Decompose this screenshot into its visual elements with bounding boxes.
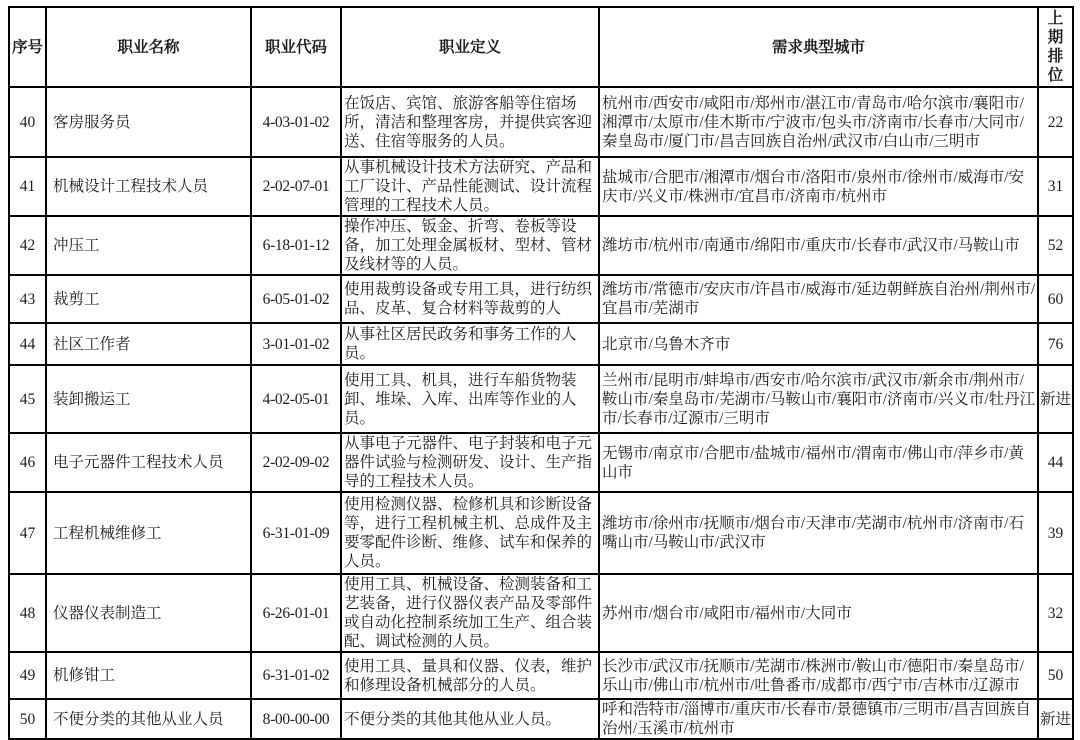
header-col-rank: 上期排位 bbox=[1038, 7, 1073, 87]
demand-cities-cell: 兰州市/昆明市/蚌埠市/西安市/哈尔滨市/武汉市/新余市/荆州市/鞍山市/秦皇岛市/芜湖市/马鞍山市/襄阳市/济南市/兴义市/牡丹江市/长春市/辽源市/三明市 bbox=[599, 365, 1038, 433]
previous-rank-cell: 31 bbox=[1038, 157, 1073, 216]
occupation-name-cell: 仪器仪表制造工 bbox=[46, 574, 251, 652]
occupation-no-cell: 46 bbox=[9, 433, 46, 492]
occupation-name-cell: 机械设计工程技术人员 bbox=[46, 157, 251, 216]
occupation-definition-cell: 从事电子元器件、电子封装和电子元器件试验与检测研发、设计、生产指导的工程技术人员。 bbox=[341, 433, 599, 492]
occupation-code-cell: 6-26-01-01 bbox=[251, 574, 341, 652]
occupation-code-cell: 6-31-01-02 bbox=[251, 652, 341, 699]
occupation-code-cell: 2-02-09-02 bbox=[251, 433, 341, 492]
header-col-cities: 需求典型城市 bbox=[599, 7, 1038, 87]
occupation-code-cell: 2-02-07-01 bbox=[251, 157, 341, 216]
occupation-name-cell: 装卸搬运工 bbox=[46, 365, 251, 433]
occupation-no-cell: 49 bbox=[9, 652, 46, 699]
demand-cities-cell: 潍坊市/杭州市/南通市/绵阳市/重庆市/长春市/武汉市/马鞍山市 bbox=[599, 216, 1038, 275]
occupation-name-cell: 冲压工 bbox=[46, 216, 251, 275]
occupation-name-cell: 社区工作者 bbox=[46, 323, 251, 365]
occupation-no-cell: 50 bbox=[9, 699, 46, 739]
occupation-ranking-table bbox=[8, 6, 1074, 740]
header-col-no: 序号 bbox=[9, 7, 46, 87]
previous-rank-cell: 39 bbox=[1038, 492, 1073, 574]
occupation-name-cell: 客房服务员 bbox=[46, 87, 251, 157]
table-row bbox=[9, 492, 1073, 574]
occupation-definition-cell: 使用工具、机械设备、检测装备和工艺装备，进行仪器仪表产品及零部件或自动化控制系统加工生产、组合装配、调试检测的人员。 bbox=[341, 574, 599, 652]
previous-rank-cell: 52 bbox=[1038, 216, 1073, 275]
previous-rank-cell: 76 bbox=[1038, 323, 1073, 365]
previous-rank-cell: 22 bbox=[1038, 87, 1073, 157]
occupation-name-cell: 电子元器件工程技术人员 bbox=[46, 433, 251, 492]
occupation-definition-cell: 不便分类的其他其他从业人员。 bbox=[341, 699, 599, 739]
occupation-definition-cell: 使用工具、机具，进行车船货物装卸、堆垛、入库、出库等作业的人员。 bbox=[341, 365, 599, 433]
demand-cities-cell: 杭州市/西安市/咸阳市/郑州市/湛江市/青岛市/哈尔滨市/襄阳市/湘潭市/太原市/佳木斯市/宁波市/包头市/济南市/长春市/大同市/秦皇岛市/厦门市/昌吉回族自治州/武汉市/白山市/三明市 bbox=[599, 87, 1038, 157]
demand-cities-cell: 潍坊市/徐州市/抚顺市/烟台市/天津市/芜湖市/杭州市/济南市/石嘴山市/马鞍山市/武汉市 bbox=[599, 492, 1038, 574]
occupation-name-cell: 工程机械维修工 bbox=[46, 492, 251, 574]
table-row bbox=[9, 699, 1073, 739]
occupation-code-cell: 4-03-01-02 bbox=[251, 87, 341, 157]
occupation-definition-cell: 使用检测仪器、检修机具和诊断设备等，进行工程机械主机、总成件及主要零配件诊断、维修、试车和保养的人员。 bbox=[341, 492, 599, 574]
demand-cities-cell: 苏州市/烟台市/咸阳市/福州市/大同市 bbox=[599, 574, 1038, 652]
previous-rank-cell: 新进 bbox=[1038, 699, 1073, 739]
header-col-code: 职业代码 bbox=[251, 7, 341, 87]
occupation-no-cell: 42 bbox=[9, 216, 46, 275]
demand-cities-cell: 呼和浩特市/淄博市/重庆市/长春市/景德镇市/三明市/昌吉回族自治州/玉溪市/杭州市 bbox=[599, 699, 1038, 739]
occupation-code-cell: 6-31-01-09 bbox=[251, 492, 341, 574]
occupation-no-cell: 44 bbox=[9, 323, 46, 365]
occupation-no-cell: 43 bbox=[9, 275, 46, 323]
table-row bbox=[9, 365, 1073, 433]
header-col-name: 职业名称 bbox=[46, 7, 251, 87]
occupation-code-cell: 6-05-01-02 bbox=[251, 275, 341, 323]
previous-rank-cell: 32 bbox=[1038, 574, 1073, 652]
table-row bbox=[9, 323, 1073, 365]
previous-rank-cell: 44 bbox=[1038, 433, 1073, 492]
table-row bbox=[9, 652, 1073, 699]
demand-cities-cell: 盐城市/合肥市/湘潭市/烟台市/洛阳市/泉州市/徐州市/威海市/安庆市/兴义市/株洲市/宜昌市/济南市/杭州市 bbox=[599, 157, 1038, 216]
occupation-code-cell: 4-02-05-01 bbox=[251, 365, 341, 433]
table-row bbox=[9, 574, 1073, 652]
table-row bbox=[9, 157, 1073, 216]
previous-rank-cell: 50 bbox=[1038, 652, 1073, 699]
occupation-code-cell: 3-01-01-02 bbox=[251, 323, 341, 365]
occupation-definition-cell: 从事社区居民政务和事务工作的人员。 bbox=[341, 323, 599, 365]
occupation-no-cell: 45 bbox=[9, 365, 46, 433]
occupation-definition-cell: 操作冲压、钣金、折弯、卷板等设备，加工处理金属板材、型材、管材及线材等的人员。 bbox=[341, 216, 599, 275]
occupation-name-cell: 裁剪工 bbox=[46, 275, 251, 323]
table-row bbox=[9, 87, 1073, 157]
occupation-definition-cell: 从事机械设计技术方法研究、产品和工厂设计、产品性能测试、设计流程管理的工程技术人员。 bbox=[341, 157, 599, 216]
previous-rank-cell: 新进 bbox=[1038, 365, 1073, 433]
occupation-code-cell: 6-18-01-12 bbox=[251, 216, 341, 275]
table-row bbox=[9, 216, 1073, 275]
occupation-no-cell: 47 bbox=[9, 492, 46, 574]
occupation-no-cell: 41 bbox=[9, 157, 46, 216]
occupation-no-cell: 48 bbox=[9, 574, 46, 652]
occupation-definition-cell: 使用工具、量具和仪器、仪表，维护和修理设备机械部分的人员。 bbox=[341, 652, 599, 699]
occupation-no-cell: 40 bbox=[9, 87, 46, 157]
occupation-definition-cell: 在饭店、宾馆、旅游客船等住宿场所，清洁和整理客房，并提供宾客迎送、住宿等服务的人员。 bbox=[341, 87, 599, 157]
demand-cities-cell: 北京市/乌鲁木齐市 bbox=[599, 323, 1038, 365]
demand-cities-cell: 无锡市/南京市/合肥市/盐城市/福州市/渭南市/佛山市/萍乡市/黄山市 bbox=[599, 433, 1038, 492]
header-row bbox=[9, 7, 1073, 87]
occupation-code-cell: 8-00-00-00 bbox=[251, 699, 341, 739]
occupation-definition-cell: 使用裁剪设备或专用工具，进行纺织品、皮革、复合材料等裁剪的人 bbox=[341, 275, 599, 323]
previous-rank-cell: 60 bbox=[1038, 275, 1073, 323]
table-row bbox=[9, 433, 1073, 492]
table-row bbox=[9, 275, 1073, 323]
demand-cities-cell: 潍坊市/常德市/安庆市/许昌市/威海市/延边朝鲜族自治州/荆州市/宜昌市/芜湖市 bbox=[599, 275, 1038, 323]
header-col-definition: 职业定义 bbox=[341, 7, 599, 87]
occupation-name-cell: 机修钳工 bbox=[46, 652, 251, 699]
demand-cities-cell: 长沙市/武汉市/抚顺市/芜湖市/株洲市/鞍山市/德阳市/秦皇岛市/乐山市/佛山市/杭州市/吐鲁番市/成都市/西宁市/吉林市/辽源市 bbox=[599, 652, 1038, 699]
occupation-name-cell: 不便分类的其他从业人员 bbox=[46, 699, 251, 739]
